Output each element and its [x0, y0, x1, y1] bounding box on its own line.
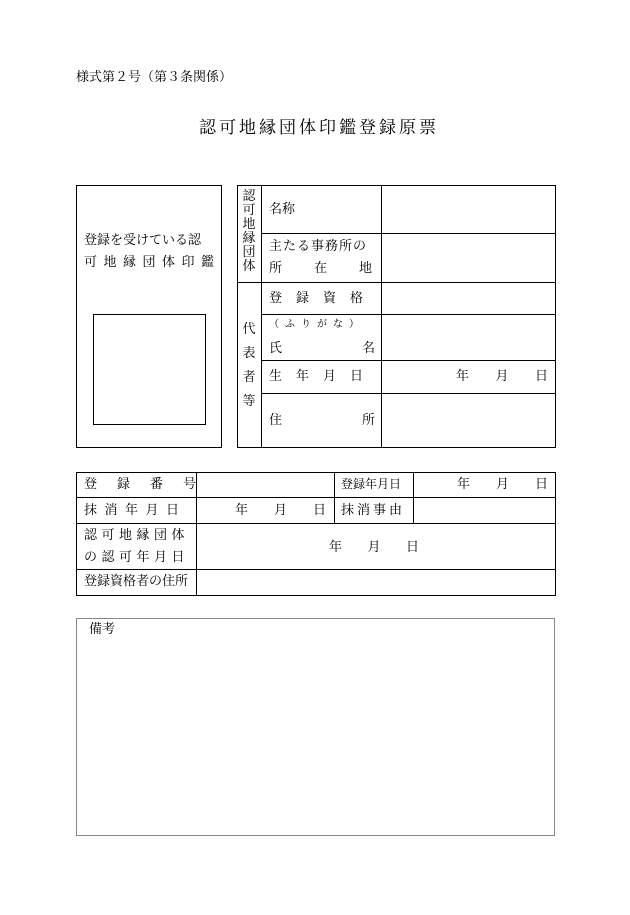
seal-impression-box[interactable] — [93, 314, 206, 425]
form-number: 様式第２号（第３条関係） — [76, 70, 233, 85]
remarks-label: 備考 — [89, 622, 116, 637]
cancel-reason-label: 抹消事由 — [341, 503, 406, 518]
qualified-address-label: 登録資格者の住所 — [84, 574, 189, 589]
org-name-label-1: 名称 — [269, 202, 296, 217]
reg-date-label: 登録年月日 — [341, 477, 402, 491]
remarks-box[interactable] — [76, 618, 555, 836]
office-label-line1: 主たる事務所の — [269, 239, 368, 254]
furigana-label: （ふりがな） — [269, 319, 365, 330]
reg-number-label: 登録番号 — [84, 477, 217, 492]
approval-label-line2: の認可年月日 — [84, 550, 190, 565]
seal-caption-line1: 登録を受けている認 — [84, 233, 202, 248]
rep-address-label: 住所 — [269, 413, 456, 428]
qualification-label: 登録資格 — [269, 291, 378, 306]
birthdate-value[interactable]: 年 月 日 — [456, 369, 548, 384]
seal-caption-line2: 可地縁団体印鑑 — [84, 255, 221, 270]
reg-date-value[interactable]: 年 月 日 — [457, 477, 548, 492]
birthdate-label: 生年月日 — [269, 369, 378, 384]
rep-vertical-label: 代 表 者 等 — [242, 322, 256, 410]
org-table — [237, 185, 556, 448]
approval-label-line1: 認可地縁団体 — [84, 528, 190, 543]
cancel-date-label: 抹消年月日 — [84, 503, 187, 518]
page-title: 認可地縁団体印鑑登録原票 — [199, 118, 439, 138]
org-vertical-label: 認 可 地 縁 団 体 — [242, 189, 256, 275]
rep-name-label: 氏名 — [269, 341, 456, 356]
office-label-line2: 所在地 — [269, 261, 405, 276]
approval-date-value[interactable]: 年 月 日 — [329, 540, 419, 555]
cancel-date-value[interactable]: 年 月 日 — [235, 503, 326, 518]
